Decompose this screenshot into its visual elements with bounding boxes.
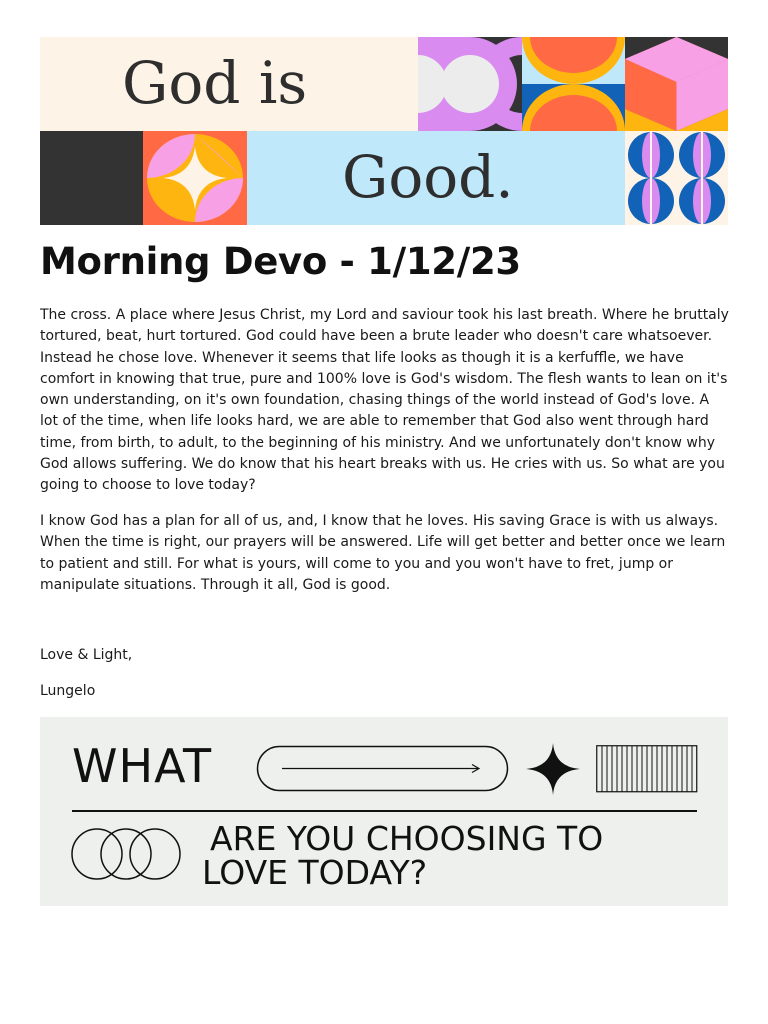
card-word: WHAT <box>72 739 213 793</box>
banner-line-1: God is <box>122 49 308 117</box>
cube-tile <box>625 37 728 131</box>
petal-tile <box>143 131 247 225</box>
arrow-right-icon <box>256 745 512 793</box>
page-title: Morning Devo - 1/12/23 <box>40 240 521 283</box>
card-line-2: LOVE TODAY? <box>202 853 428 892</box>
body-paragraph-2: I know God has a plan for all of us, and, I know that he loves. His saving Grace is with us always. When the time is right, our prayers will be answered. Life will get better and better once we learn to patient and still. For what is yours, will come to you and you won't have to fret, jump or manipulate situations. Through it all, God is good. <box>40 513 726 593</box>
signature: Lungelo <box>40 683 96 699</box>
three-circles-icon <box>70 827 182 881</box>
banner-line-2: Good. <box>342 143 514 211</box>
charcoal-block <box>40 131 143 225</box>
body-paragraph-1: The cross. A place where Jesus Christ, my Lord and saviour took his last breath. Where he bruttaly tortured, beat, hurt tortured. God could have been a brute leader who doesn't care whatsoever. Instead he chose love. Whenever it seems that life looks as though it is a kerfuffle, we have comfort in knowing that true, pure and 100% love is God's wisdom. The flesh wants to lean on it's own understanding, on it's own foundation, chasing things of the world instead of God's love. A lot of the time, when life looks hard, we are able to remember that God also went through hard time, from birth, to adult, to the beginning of his ministry. And we unfortunately don't know why God allows suffering. We do know that his heart breaks with us. He cries with us. So what are you going to choose to love today? <box>40 307 729 494</box>
closing-card <box>40 717 728 906</box>
card-divider <box>72 810 697 812</box>
lens-pattern-tile <box>625 131 728 225</box>
closing-line: Love & Light, <box>40 647 133 663</box>
four-point-star-icon <box>526 743 580 795</box>
card-line-1: ARE YOU CHOOSING TO <box>210 819 604 858</box>
vertical-lines-icon <box>596 745 698 793</box>
lilac-semicircles-tile <box>418 37 522 131</box>
header-banner <box>40 37 728 225</box>
arcs-tile <box>522 37 625 131</box>
